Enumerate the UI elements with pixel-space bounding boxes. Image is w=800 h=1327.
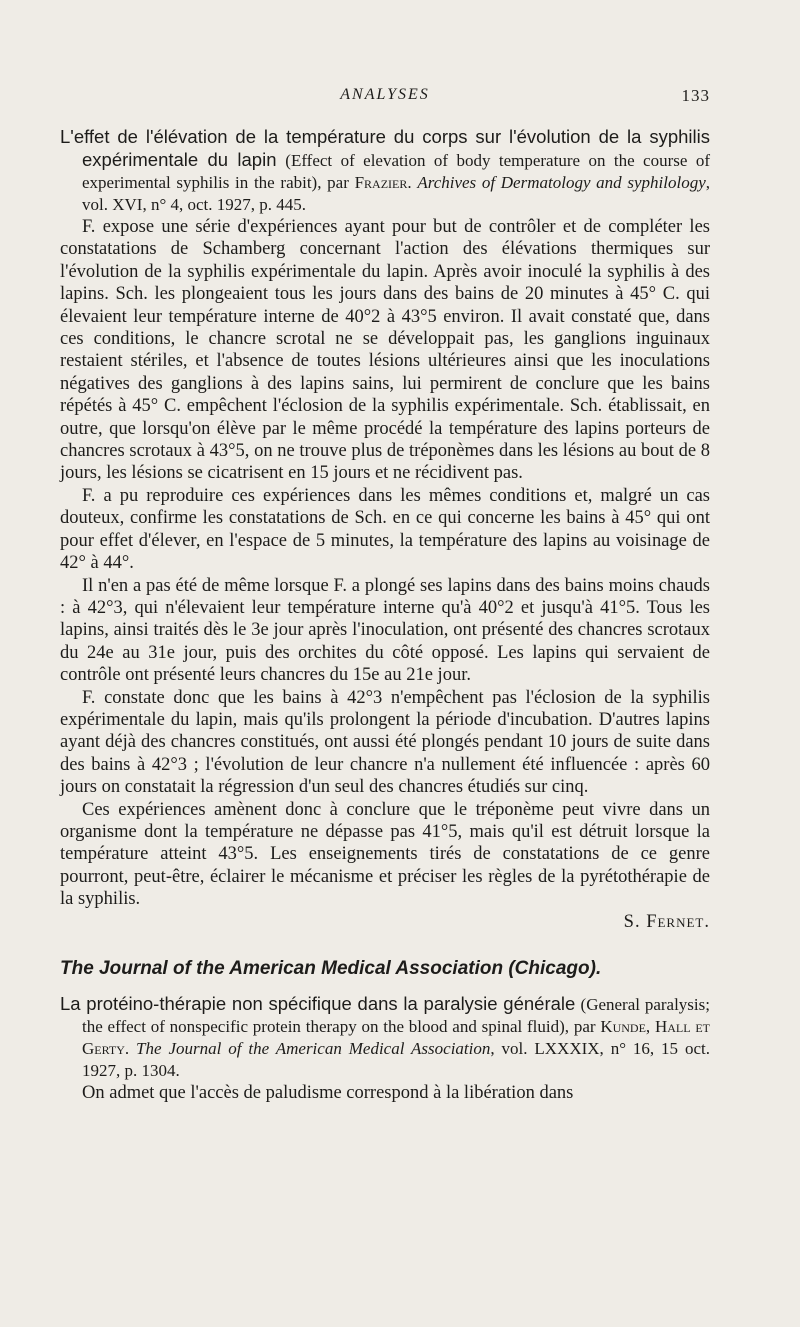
abstract-translation: (General paralysis; the effect of nonspecific protein therapy on the blood and spinal fluid), par: [82, 995, 710, 1036]
abstract-journal: Archives of Dermatology and syphilology: [417, 173, 706, 192]
abstract-heading: [60, 126, 710, 216]
abstract-authors: Kunde, Hall et Gerty: [82, 1017, 710, 1058]
abstract-heading: [60, 993, 710, 1082]
abstract-paragraph: F. a pu reproduire ces expériences dans les mêmes conditions et, malgré un cas douteux, confirme les constatations de Sch. en ce qui concerne les bains à 45° qui ont pour effet d'élever, en l'espace de 5 minutes, la température des lapins au voisinage de 42° à 44°.: [60, 485, 710, 574]
abstract-paragraph: F. constate donc que les bains à 42°3 n'empêchent pas l'éclosion de la syphilis expérimentale du lapin, mais qu'ils prolongent la période d'incubation. D'autres lapins ayant déjà des chancres constitués, ont aussi été plongés pendant 10 jours de suite dans des bains à 42°3 ; l'évolution de leur chancre n'a nullement été influencée : après 60 jours on constatait la régression d'un seul des chancres étudiés sur cinq.: [60, 687, 710, 798]
abstract-title: La protéino-thérapie non spécifique dans la paralysie générale: [60, 993, 576, 1014]
running-header: [60, 86, 710, 110]
abstract-title: L'effet de l'élévation de la température du corps sur l'évolution de la syphilis expérimentale du lapin: [60, 126, 710, 170]
content: [60, 126, 710, 1110]
abstract-citation: , vol. LXXXIX, n° 16, 15 oct. 1927, p. 1304.: [82, 1039, 710, 1080]
abstract-citation: , vol. XVI, n° 4, oct. 1927, p. 445.: [82, 173, 711, 214]
abstract-author: Frazier: [354, 173, 408, 192]
abstract-paragraph: Ces expériences amènent donc à conclure que le tréponème peut vivre dans un organisme dont la température ne dépasse pas 41°5, mais qu'il est détruit lorsque la température atteint 43°5. Les enseignements tirés de constatations de ce genre pourront, peut-être, éclairer le mécanisme et préciser les règles de la pyrétothérapie de la syphilis.: [60, 799, 710, 910]
journal-section-title: The Journal of the American Medical Association (Chicago).: [60, 958, 602, 979]
signature: S. Fernet.: [623, 911, 710, 932]
abstract-paragraph: F. expose une série d'expériences ayant pour but de contrôler et de compléter les constatations de Schamberg concernant l'action des élévations thermiques sur l'évolution de la syphilis expérimentale du lapin. Après avoir inoculé la syphilis à des lapins. Sch. les plongeaient tous les jours dans des bains de 20 minutes à 45° C. qui élevaient leur température interne de 40°2 à 43°5 environ. Il avait constaté que, dans ces conditions, le chancre scrotal ne se développait pas, les ganglions inguinaux restaient stériles, et l'absence de toutes lésions ultérieures ainsi que les inoculations négatives des ganglions à des lapins sains, lui permirent de conclure que les bains répétés à 45° C. empêchent l'éclosion de la syphilis expérimentale. Sch. établissait, en outre, que lorsqu'on élève par le même procédé la température des lapins porteurs de chancres scrotaux à 43°5, on ne trouve plus de tréponèmes dans les lésions au bout de 8 jours, les lésions se cicatrisent en 15 jours et ne récidivent pas.: [60, 217, 710, 484]
page-number: 133: [681, 86, 710, 105]
abstract-paragraph: Il n'en a pas été de même lorsque F. a plongé ses lapins dans des bains moins chauds : à 42°3, qui n'élevaient leur température interne qu'à 40°2 et jusqu'à 41°5. Tous les lapins, ainsi traités dès le 3e jour après l'inoculation, ont présenté des chancres scrotaux du 24e au 31e jour, puis des orchites du côté opposé. Les lapins qui servaient de contrôle ont présenté leurs chancres du 15e au 21e jour.: [60, 575, 710, 686]
abstract-citation-sep: .: [407, 173, 418, 192]
abstract-kunde: [60, 993, 710, 1104]
abstract-citation-sep: .: [124, 1039, 137, 1058]
abstract-translation: (Effect of elevation of body temperature on the course of experimental syphilis in the rabit), par: [82, 151, 710, 192]
abstract-journal: The Journal of the American Medical Association: [136, 1039, 491, 1058]
abstract-frazier: [60, 126, 710, 933]
running-title: ANALYSES: [340, 86, 430, 103]
abstract-paragraph: On admet que l'accès de paludisme correspond à la libération dans: [82, 1083, 574, 1103]
